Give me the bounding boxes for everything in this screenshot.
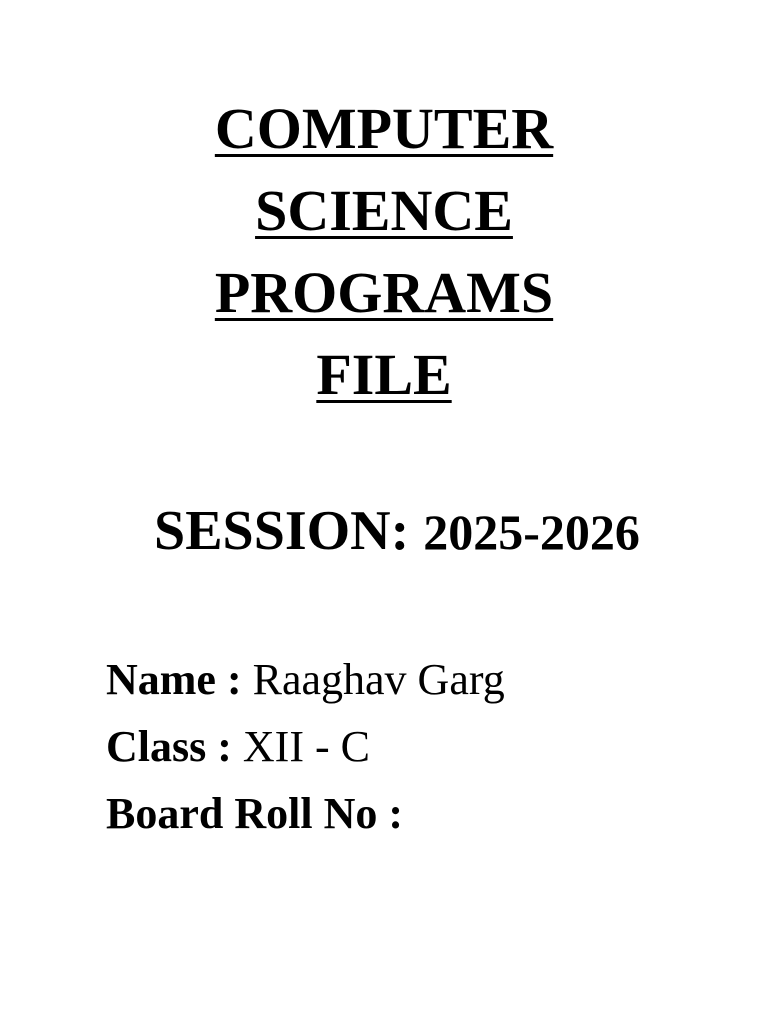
title-line-1 <box>0 88 768 170</box>
name-label: Name : <box>106 655 253 704</box>
roll-row <box>106 780 726 847</box>
class-row <box>106 713 726 780</box>
class-label: Class : <box>106 722 243 771</box>
title-text-4: FILE <box>316 342 452 407</box>
session-label: SESSION: <box>154 500 424 562</box>
session-value: 2025-2026 <box>423 504 640 560</box>
title-line-2 <box>0 170 768 252</box>
title-text-2: SCIENCE <box>255 178 513 243</box>
document-title <box>0 88 768 416</box>
name-value: Raaghav Garg <box>252 655 505 704</box>
student-details <box>106 646 726 847</box>
name-row <box>106 646 726 713</box>
roll-label: Board Roll No : <box>106 789 403 838</box>
title-line-3 <box>0 252 768 334</box>
title-text-1: COMPUTER <box>214 96 554 161</box>
session-heading <box>0 498 768 565</box>
title-line-4 <box>0 334 768 416</box>
class-value: XII - C <box>242 722 370 771</box>
title-text-3: PROGRAMS <box>214 260 554 325</box>
